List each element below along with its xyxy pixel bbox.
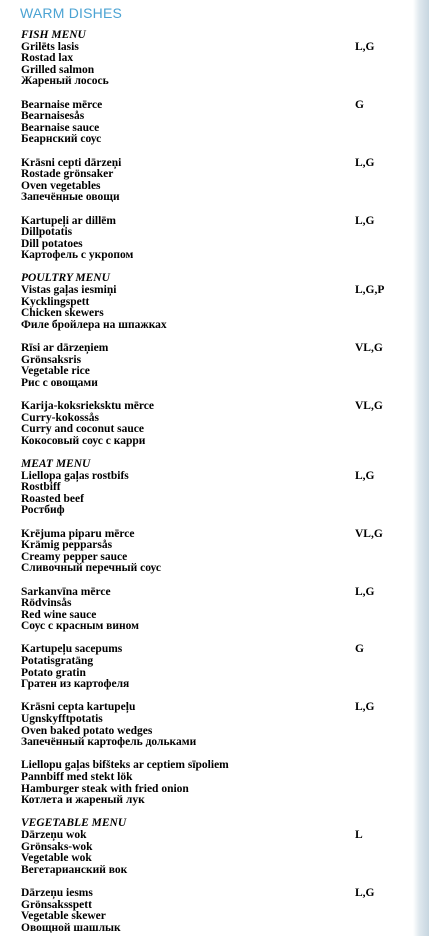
menu-item-names (21, 459, 401, 517)
dish-name-line: Rostad lax (21, 52, 74, 65)
dish-name-line: Сливочный перечный соус (21, 562, 162, 575)
menu-item-names (21, 702, 401, 748)
dish-name-line: Grönsaks-wok (21, 840, 93, 853)
dish-name-line: Roasted beef (21, 492, 84, 505)
dish-name-line: Dill potatoes (21, 237, 83, 250)
menu-item (21, 760, 401, 806)
dish-name-line: Chicken skewers (21, 307, 104, 320)
menu-item (21, 273, 401, 331)
menu-item (21, 343, 401, 389)
menu-item (21, 529, 401, 575)
dish-name-line: Kycklingspett (21, 295, 90, 308)
dish-name-line: Котлета и жареный лук (21, 794, 145, 807)
menu-title: WARM DISHES (20, 5, 123, 21)
dish-name-line: Dillpotatis (21, 226, 73, 239)
dietary-code: VL,G (355, 400, 383, 412)
menu-item (21, 702, 401, 748)
dish-name-line: Oven baked potato wedges (21, 724, 153, 737)
dish-name-line: Grilēts lasis (21, 40, 79, 53)
dish-name-line: Creamy pepper sauce (21, 550, 128, 563)
dish-name-line: Vegetable rice (21, 365, 90, 378)
dietary-code: L,G (355, 469, 375, 482)
dish-name-line: Grönsaksspett (21, 898, 92, 911)
menu-item-names (21, 529, 401, 575)
menu-item-names (21, 158, 401, 204)
dietary-code: G (355, 643, 364, 656)
menu-item-names (21, 100, 401, 146)
dish-name-line: Karija-koksrieksktu mērce (21, 400, 154, 412)
dish-name-line: Curry-kokossås (21, 411, 99, 424)
dish-name-line: Sarkanvīna mērce (21, 585, 111, 598)
dish-name-line: Bearnaisesås (21, 110, 85, 123)
dish-name-line: Vistas gaļas iesmiņi (21, 284, 117, 297)
dietary-code: VL,G (355, 342, 383, 355)
menu-item-names (21, 587, 401, 633)
menu-item-names (21, 888, 401, 934)
dish-name-line: Krāsni cepta kartupeļu (21, 701, 136, 714)
dish-name-line: Запечённый картофель дольками (21, 736, 197, 749)
dietary-code: L,G (355, 886, 375, 899)
menu-item (21, 459, 401, 517)
dietary-code: L (355, 828, 363, 841)
dish-name-line: Hamburger steak with fried onion (21, 782, 189, 795)
dish-name-line: Kartupeļu sacepums (21, 643, 123, 656)
dish-name-line: Bearnaise sauce (21, 121, 100, 134)
dish-name-line: Rödvinsås (21, 597, 72, 610)
dish-name-line: Vegetable skewer (21, 910, 106, 923)
dish-name-line: Potato gratin (21, 666, 86, 679)
dietary-code: VL,G (355, 527, 383, 540)
dietary-code: L,G (355, 214, 375, 227)
section-heading: MEAT MENU (21, 457, 91, 470)
dish-name-line: Vegetable wok (21, 852, 92, 865)
dish-name-line: Рис с овощами (21, 376, 98, 389)
dish-name-line: Curry and coconut sauce (21, 423, 144, 436)
menu-item-names (21, 818, 401, 876)
menu-list (21, 30, 401, 946)
dish-name-line: Гратен из картофеля (21, 678, 130, 691)
menu-item-names (21, 760, 401, 806)
dish-name-line: Rīsi ar dārzeņiem (21, 342, 109, 355)
dietary-code: L,G (355, 701, 375, 714)
dish-name-line: Kartupeļi ar dillēm (21, 214, 116, 227)
dish-name-line: Liellopa gaļas rostbifs (21, 469, 129, 482)
dietary-code: G (355, 98, 364, 111)
menu-item (21, 100, 401, 146)
dish-name-line: Pannbiff med stekt lök (21, 771, 133, 783)
dish-name-line: Запечённые овощи (21, 191, 120, 204)
dish-name-line: Potatisgratäng (21, 655, 94, 668)
dietary-code: L,G,P (355, 284, 385, 297)
menu-item (21, 401, 401, 447)
menu-item (21, 644, 401, 690)
dish-name-line: Krējuma piparu mērce (21, 527, 135, 540)
dish-name-line: Ростбиф (21, 504, 65, 517)
dietary-code: L,G (355, 585, 375, 598)
menu-item (21, 888, 401, 934)
dietary-code: L,G (355, 156, 375, 169)
dish-name-line: Жареный лосось (21, 75, 109, 88)
dish-name-line: Кокосовый соус с карри (21, 434, 146, 447)
menu-item-names (21, 644, 401, 690)
menu-item-names (21, 273, 401, 331)
menu-item (21, 587, 401, 633)
dish-name-line: Krāsni cepti dārzeņi (21, 156, 122, 169)
menu-item-names (21, 343, 401, 389)
dish-name-line: Rostbiff (21, 481, 61, 494)
dish-name-line: Krämig pepparsås (21, 539, 113, 552)
dish-name-line: Ugnskyfftpotatis (21, 713, 103, 726)
menu-item-names (21, 30, 401, 88)
menu-item (21, 30, 401, 88)
dish-name-line: Liellopu gaļas bifšteks ar ceptiem sīpoliem (21, 759, 229, 772)
section-heading: FISH MENU (21, 29, 86, 41)
section-heading: VEGETABLE MENU (21, 817, 127, 830)
dish-name-line: Bearnaise mērce (21, 98, 103, 111)
dish-name-line: Dārzeņu iesms (21, 886, 93, 899)
dish-name-line: Grilled salmon (21, 63, 95, 76)
dish-name-line: Овощной шашлык (21, 921, 121, 934)
dish-name-line: Беарнский соус (21, 133, 102, 146)
section-heading: POULTRY MENU (21, 272, 110, 285)
dish-name-line: Картофель с укропом (21, 249, 134, 262)
dish-name-line: Rostade grönsaker (21, 168, 114, 181)
menu-item (21, 216, 401, 262)
dish-name-line: Соус с красным вином (21, 620, 139, 633)
menu-item-names (21, 216, 401, 262)
dish-name-line: Вегетарианский вок (21, 863, 128, 876)
menu-item (21, 158, 401, 204)
dish-name-line: Dārzeņu wok (21, 828, 87, 841)
menu-item-names (21, 401, 401, 447)
dish-name-line: Red wine sauce (21, 608, 97, 621)
menu-item (21, 818, 401, 876)
dietary-code: L,G (355, 40, 375, 53)
dish-name-line: Oven vegetables (21, 179, 101, 192)
dish-name-line: Grönsaksris (21, 353, 82, 366)
dish-name-line: Филе бройлера на шпажках (21, 318, 167, 331)
